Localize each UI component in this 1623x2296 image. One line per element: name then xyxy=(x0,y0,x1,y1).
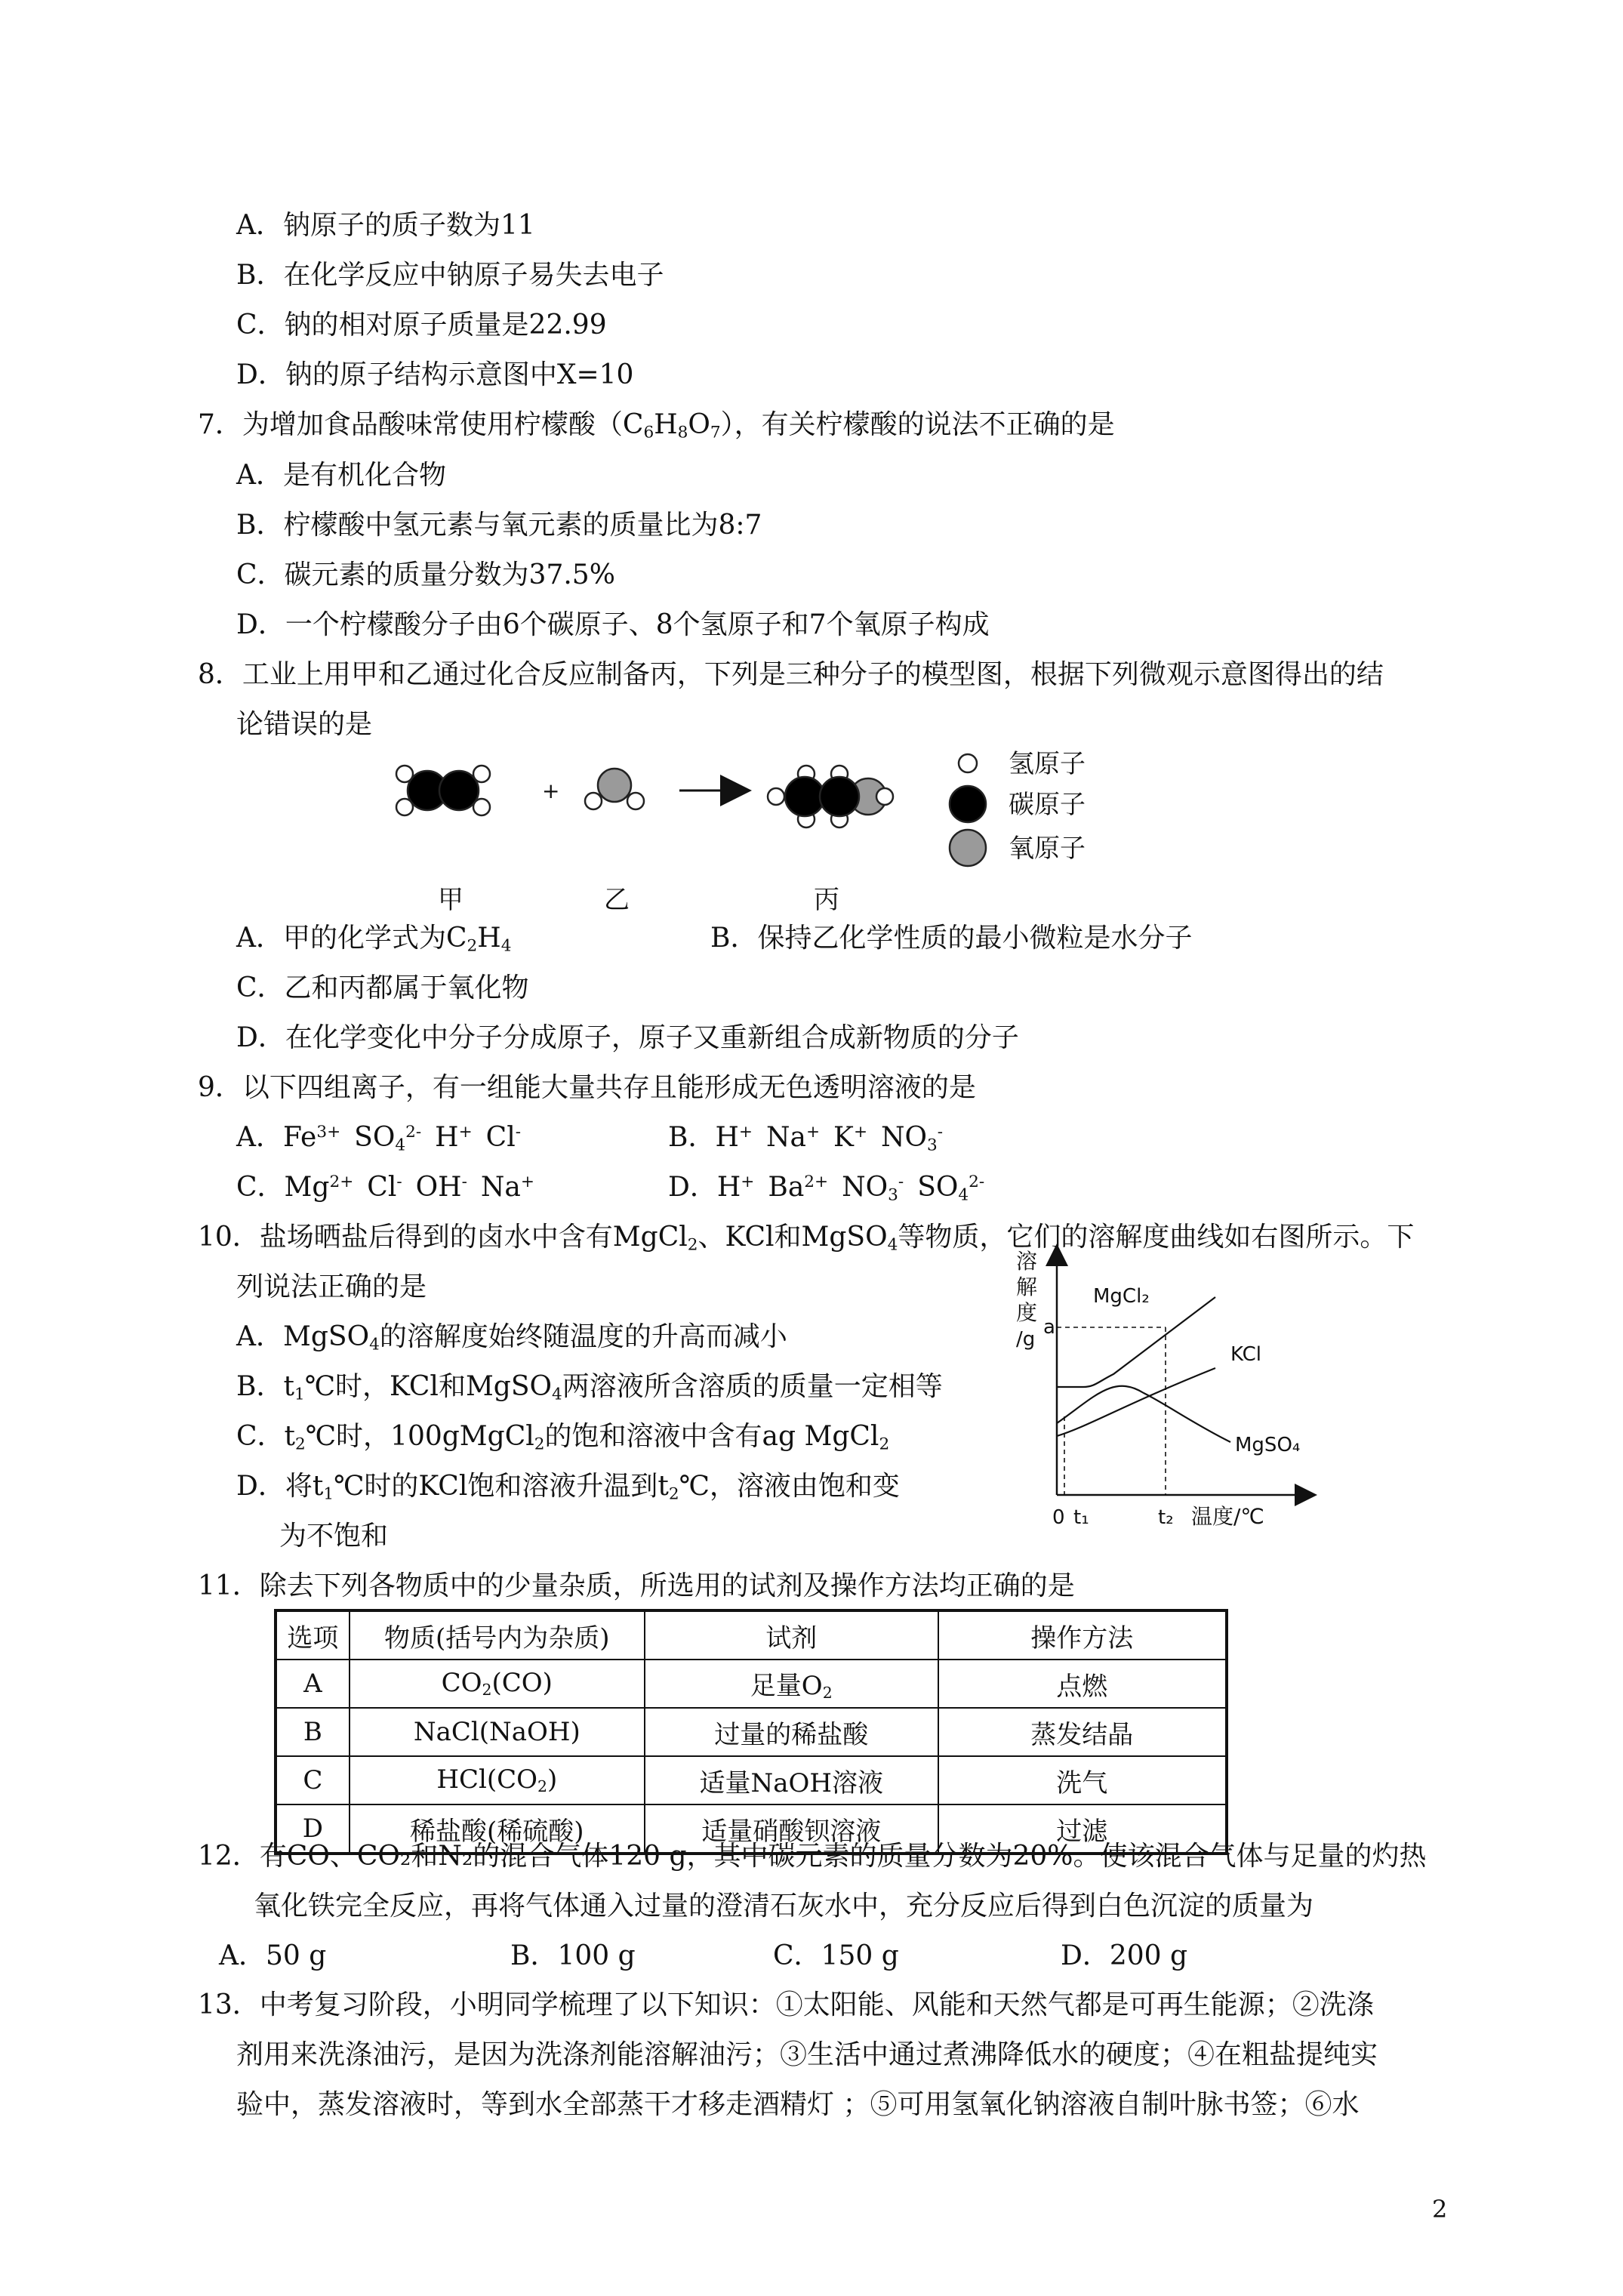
solubility-curve-chart xyxy=(981,1238,1329,1533)
q10-stem-line2: 列说法正确的是 xyxy=(236,1271,427,1302)
q10-option-b: B．$t_1℃$时，KCl和MgSO$_4$两溶液所含溶质的质量一定相等 xyxy=(236,1371,943,1404)
q9-option-b: B．H+ Na+ K+ $NO_3^-$ xyxy=(668,1122,944,1155)
label-jia: 甲 xyxy=(438,885,463,915)
header-substance: 物质(括号内为杂质) xyxy=(350,1610,645,1660)
q10-option-d-line2: 为不饱和 xyxy=(279,1521,389,1552)
q12-option-b: B．100 g xyxy=(510,1940,636,1971)
mgcl2-label: MgCl₂ xyxy=(1093,1285,1150,1308)
q7-option-c: C．碳元素的质量分数为37.5% xyxy=(236,559,615,590)
q9-option-a: A．$Fe^{3+}$ $SO_4^{2-}$ H+ Cl- xyxy=(236,1122,522,1155)
legend-oxygen: 氧原子 xyxy=(1009,834,1086,864)
q8-option-d: D．在化学变化中分子分成原子，原子又重新组合成新物质的分子 xyxy=(236,1022,1019,1053)
q9-stem: 9．以下四组离子，有一组能大量共存且能形成无色透明溶液的是 xyxy=(198,1072,976,1103)
q7-option-a: A．是有机化合物 xyxy=(236,460,446,491)
q6-option-a: A．钠原子的质子数为11 xyxy=(236,210,535,241)
q11-stem: 11．除去下列各物质中的少量杂质，所选用的试剂及操作方法均正确的是 xyxy=(198,1570,1075,1601)
atom-legend xyxy=(950,754,986,866)
table-header-row xyxy=(276,1610,1227,1660)
molecule-yi xyxy=(585,769,644,809)
a-tick-label: a xyxy=(1043,1316,1055,1339)
molecule-jia xyxy=(396,766,490,815)
plus-sign: + xyxy=(542,778,560,803)
header-option: 选项 xyxy=(276,1610,350,1660)
y-label-unit: /g xyxy=(1016,1328,1036,1351)
label-yi: 乙 xyxy=(604,885,630,915)
q12-option-c: C．150 g xyxy=(773,1940,899,1971)
label-bing: 丙 xyxy=(814,885,839,915)
y-label-char3: 度 xyxy=(1016,1300,1038,1325)
q11-table xyxy=(274,1609,1228,1855)
legend-carbon: 碳原子 xyxy=(1009,790,1086,820)
q6-option-c: C．钠的相对原子质量是22.99 xyxy=(236,310,607,341)
q10-option-d: D．将$t_1℃$时的KCl饱和溶液升温到$t_2℃$，溶液由饱和变 xyxy=(236,1471,900,1504)
q8-option-b: B．保持乙化学性质的最小微粒是水分子 xyxy=(710,923,1193,954)
q12-option-d: D．200 g xyxy=(1061,1940,1188,1971)
q8-stem-line2: 论错误的是 xyxy=(236,709,373,740)
q12-stem-line2: 氧化铁完全反应，再将气体通入过量的澄清石灰水中，充分反应后得到白色沉淀的质量为 xyxy=(254,1891,1314,1922)
q10-option-c: C．$t_2℃$时，100gMgCl$_2$的饱和溶液中含有ag MgCl$_2$ xyxy=(236,1421,890,1454)
q13-line3: 验中，蒸发溶液时，等到水全部蒸干才移走酒精灯 ；⑤可用氢氧化钠溶液自制叶脉书签；⑥水 xyxy=(236,2089,1360,2120)
q6-option-b: B．在化学反应中钠原子易失去电子 xyxy=(236,260,664,291)
q7-stem: 7．为增加食品酸味常使用柠檬酸$(C_6H_8O_7)$，有关柠檬酸的说法不正确的是 xyxy=(198,409,1115,442)
t1-label: t₁ xyxy=(1073,1506,1089,1529)
header-reagent: 试剂 xyxy=(645,1610,938,1660)
q13-line2: 剂用来洗涤油污，是因为洗涤剂能溶解油污；③生活中通过煮沸降低水的硬度；④在粗盐提纯实 xyxy=(236,2039,1378,2070)
y-label-char1: 溶 xyxy=(1016,1249,1038,1274)
header-method: 操作方法 xyxy=(938,1610,1227,1660)
origin-label: 0 xyxy=(1052,1506,1065,1529)
q10-option-a: A．MgSO$_4$的溶解度始终随温度的升高而减小 xyxy=(236,1321,787,1354)
q12-stem-line1: 12．有CO、CO₂和N₂的混合气体120 g，其中碳元素的质量分数为20%。使该混合气体与足量的灼热 xyxy=(198,1841,1427,1872)
q13-line1: 13．中考复习阶段，小明同学梳理了以下知识：①太阳能、风能和天然气都是可再生能源；②洗涤 xyxy=(198,1989,1374,2020)
q8-stem-line1: 8．工业上用甲和乙通过化合反应制备丙，下列是三种分子的模型图，根据下列微观示意图得出的结 xyxy=(198,659,1384,690)
molecule-bing xyxy=(768,766,893,827)
q9-option-c: C．$Mg^{2+}$ Cl- OH- Na+ xyxy=(236,1172,534,1203)
mgso4-curve xyxy=(1057,1386,1230,1442)
q8-option-c: C．乙和丙都属于氧化物 xyxy=(236,972,529,1003)
t2-label: t₂ xyxy=(1158,1506,1174,1529)
page-number: 2 xyxy=(1432,2195,1448,2224)
legend-hydrogen: 氢原子 xyxy=(1009,749,1086,779)
y-label-char2: 解 xyxy=(1016,1274,1038,1299)
kcl-label: KCl xyxy=(1230,1343,1262,1366)
q8-option-a: A．甲的化学式为$C_2H_4$ xyxy=(236,923,512,956)
table-row: C $HCl(CO_2)$ 适量NaOH溶液 洗气 xyxy=(276,1756,1227,1804)
mgcl2-curve xyxy=(1057,1297,1215,1387)
kcl-curve xyxy=(1057,1368,1215,1436)
table-row: A $CO_2(CO)$ 足量$O_2$ 点燃 xyxy=(276,1660,1227,1708)
q12-option-a: A．50 g xyxy=(219,1940,327,1971)
q10-stem-line1: 10．盐场晒盐后得到的卤水中含有MgCl$_2$、KCl和MgSO$_4$等物质，它们的溶解度曲线如右图所示。下 xyxy=(198,1222,1415,1255)
q7-option-d: D．一个柠檬酸分子由6个碳原子、8个氢原子和7个氧原子构成 xyxy=(236,609,990,640)
q9-option-d: D．H+ $Ba^{2+}$ $NO_3^-$ $SO_4^{2-}$ xyxy=(668,1172,985,1205)
table-row: D 稀盐酸(稀硫酸) 适量硝酸钡溶液 过滤 xyxy=(276,1804,1227,1854)
table-row: B NaCl(NaOH) 过量的稀盐酸 蒸发结晶 xyxy=(276,1708,1227,1756)
q7-option-b: B．柠檬酸中氢元素与氧元素的质量比为8:7 xyxy=(236,510,762,541)
mgso4-label: MgSO₄ xyxy=(1235,1434,1301,1456)
molecule-reaction-diagram xyxy=(377,744,1132,925)
x-axis-label: 温度/℃ xyxy=(1191,1504,1264,1529)
q6-option-d: D．钠的原子结构示意图中X=10 xyxy=(236,359,634,390)
